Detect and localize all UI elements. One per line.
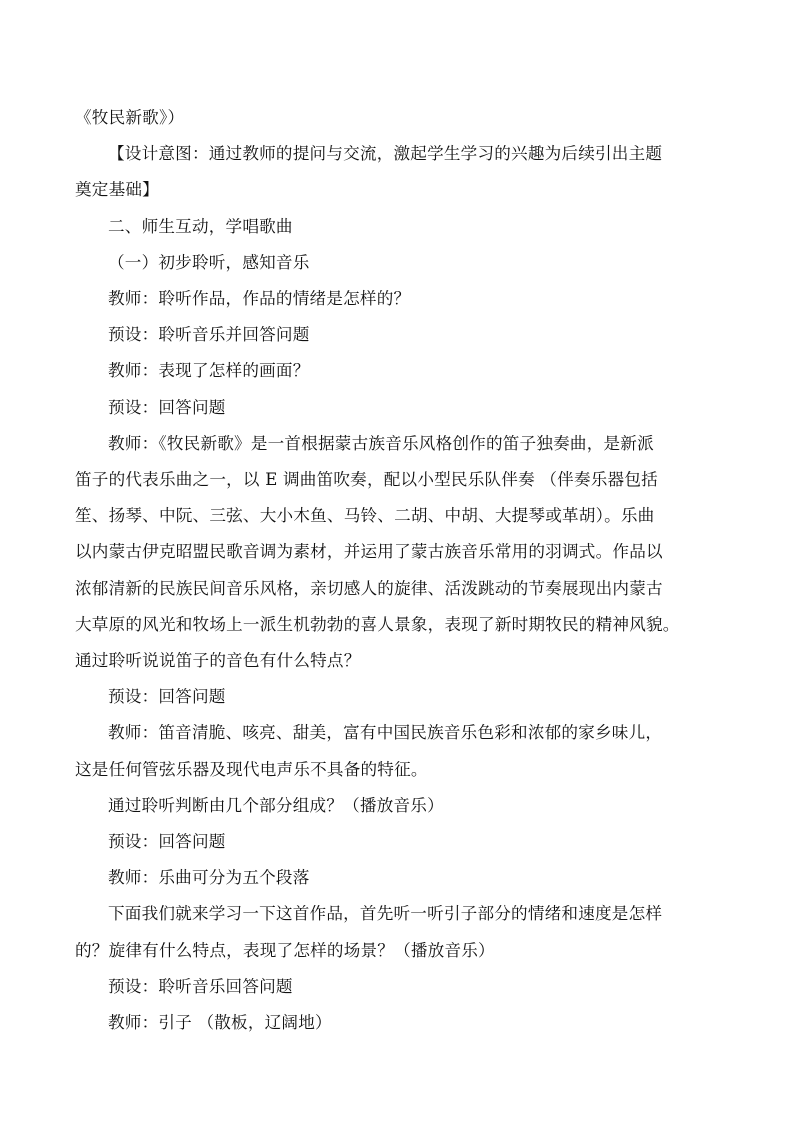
- text-line: 教师：乐曲可分为五个段落: [108, 868, 310, 888]
- document-body: [75, 100, 735, 1041]
- text-line: 预设：聆听音乐回答问题: [108, 976, 293, 996]
- text-line: 【设计意图：通过教师的提问与交流，激起学生学习的兴趣为后续引出主题: [108, 144, 663, 164]
- text-line: 教师：引子 （散板，辽阔地）: [108, 1013, 332, 1033]
- text-line: 教师：聆听作品，作品的情绪是怎样的？: [108, 289, 411, 309]
- text-line: 笛子的代表乐曲之一，以 E 调曲笛吹奏，配以小型民乐队伴奏 （伴奏乐器包括: [75, 470, 658, 490]
- text-line: 预设：回答问题: [108, 397, 226, 417]
- text-line: 教师：表现了怎样的画面？: [108, 361, 310, 381]
- text-line: 的？旋律有什么特点，表现了怎样的场景？（播放音乐）: [75, 940, 495, 960]
- text-line: 浓郁清新的民族民间音乐风格，亲切感人的旋律、活泼跳动的节奏展现出内蒙古: [75, 578, 663, 598]
- text-line: 通过聆听说说笛子的音色有什么特点？: [75, 651, 361, 671]
- text-line: 教师：笛音清脆、咳亮、甜美，富有中国民族音乐色彩和浓郁的家乡味儿，: [108, 723, 663, 743]
- text-line: 通过聆听判断由几个部分组成？（播放音乐）: [108, 795, 444, 815]
- text-line: 这是任何管弦乐器及现代电声乐不具备的特征。: [75, 759, 428, 779]
- text-line: （一）初步聆听，感知音乐: [108, 252, 310, 272]
- text-line: 预设：回答问题: [108, 832, 226, 852]
- text-line: 下面我们就来学习一下这首作品，首先听一听引子部分的情绪和速度是怎样: [108, 904, 663, 924]
- text-line: 《牧民新歌》）: [75, 108, 185, 127]
- text-line: 以内蒙古伊克昭盟民歌音调为素材，并运用了蒙古族音乐常用的羽调式。作品以: [75, 542, 663, 562]
- text-line: 奠定基础】: [75, 180, 159, 200]
- text-line: 教师：《牧民新歌》是一首根据蒙古族音乐风格创作的笛子独奏曲，是新派: [108, 433, 654, 453]
- text-line: 二、师生互动，学唱歌曲: [108, 216, 293, 236]
- text-line: 预设：聆听音乐并回答问题: [108, 325, 310, 345]
- text-line: 大草原的风光和牧场上一派生机勃勃的喜人景象，表现了新时期牧民的精神风貌。: [75, 614, 680, 634]
- text-line: 笙、扬琴、中阮、三弦、大小木鱼、马铃、二胡、中胡、大提琴或革胡）。乐曲: [75, 506, 655, 526]
- text-line: 预设：回答问题: [108, 687, 226, 707]
